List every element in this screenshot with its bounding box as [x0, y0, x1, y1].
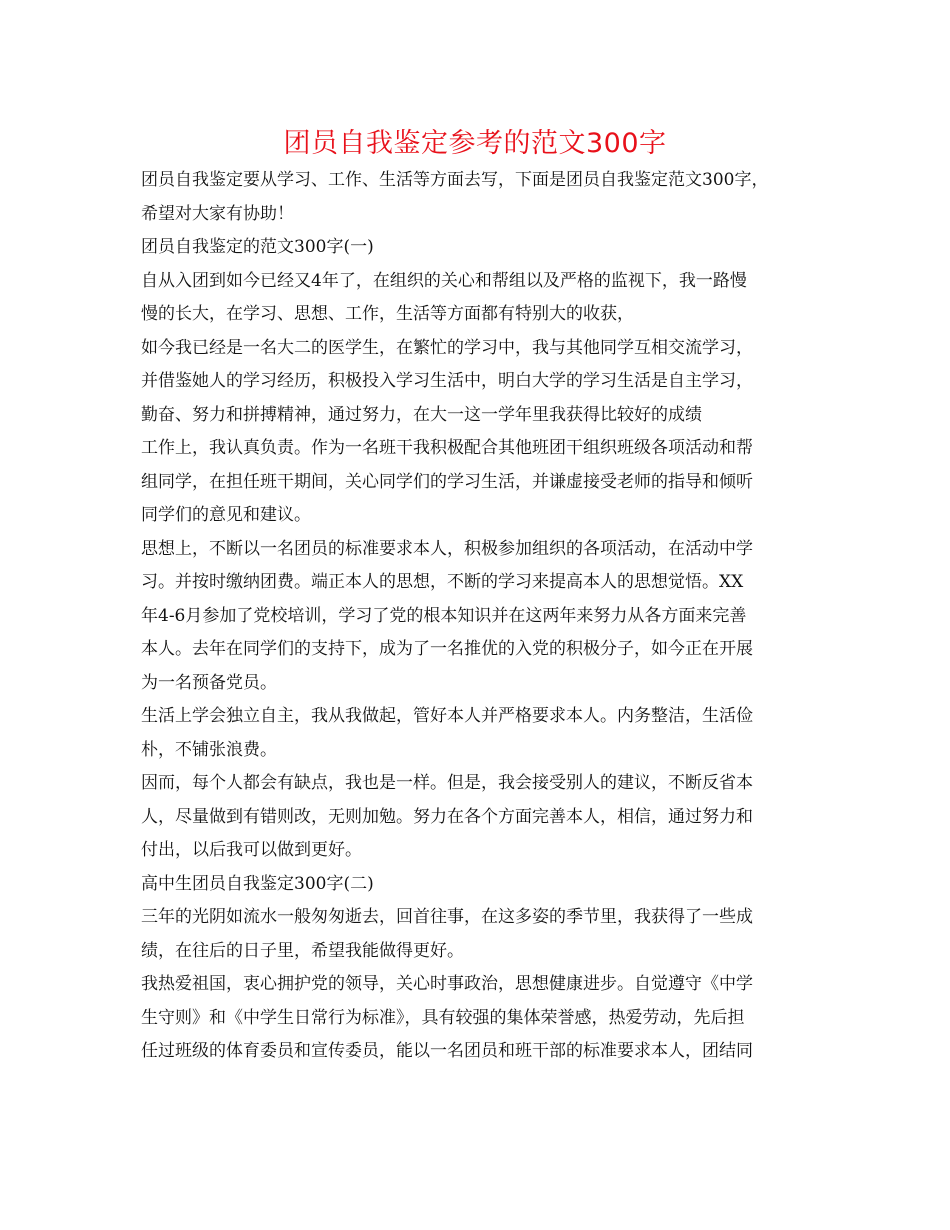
text-line: 付出，以后我可以做到更好。: [141, 840, 362, 860]
text-line: 希望对大家有协助！: [141, 203, 294, 224]
text-line: 我热爱祖国，衷心拥护党的领导，关心时事政治，思想健康进步。自觉遵守《中学: [141, 974, 753, 994]
text-line: 为一名预备党员。: [141, 672, 277, 693]
text-line: 高中生团员自我鉴定300字(二): [141, 873, 374, 894]
text-line: 勤奋、努力和拼搏精神，通过努力，在大一这一学年里我获得比较好的成绩: [141, 404, 702, 425]
text-line: 生守则》和《中学生日常行为标准》，具有较强的集体荣誉感，热爱劳动，先后担: [141, 1007, 745, 1028]
text-line: 绩，在往后的日子里，希望我能做得更好。: [141, 940, 464, 961]
text-line: 三年的光阴如流水一般匆匆逝去，回首往事，在这多姿的季节里，我获得了一些成: [141, 907, 753, 927]
text-line: 组同学，在担任班干期间，关心同学们的学习生活，并谦虚接受老师的指导和倾听: [141, 471, 753, 492]
text-line: 习。并按时缴纳团费。端正本人的思想，不断的学习来提高本人的思想觉悟。XX: [141, 572, 744, 592]
text-line: 团员自我鉴定的范文300字(一): [141, 237, 374, 257]
text-line: 自从入团到如今已经又4年了，在组织的关心和帮组以及严格的监视下，我一路慢: [141, 270, 747, 291]
text-line: 本人。去年在同学们的支持下，成为了一名推优的入党的积极分子，如今正在开展: [141, 639, 753, 659]
text-line: 思想上，不断以一名团员的标准要求本人，积极参加组织的各项活动，在活动中学: [141, 538, 753, 559]
text-line: 慢的长大，在学习、思想、工作，生活等方面都有特别大的收获，: [141, 304, 634, 324]
text-line: 人，尽量做到有错则改，无则加勉。努力在各个方面完善本人，相信，通过努力和: [141, 806, 753, 827]
text-line: 朴，不铺张浪费。: [141, 739, 277, 760]
text-line: 因而，每个人都会有缺点，我也是一样。但是，我会接受别人的建议，不断反省本: [141, 773, 753, 793]
text-line: 并借鉴她人的学习经历，积极投入学习生活中，明白大学的学习生活是自主学习，: [141, 371, 753, 391]
text-line: 如今我已经是一名大二的医学生，在繁忙的学习中，我与其他同学互相交流学习，: [141, 337, 753, 358]
text-line: 同学们的意见和建议。: [141, 505, 311, 525]
text-line: 工作上，我认真负责。作为一名班干我积极配合其他班团干组织班级各项活动和帮: [141, 438, 753, 458]
text-line: 生活上学会独立自主，我从我做起，管好本人并严格要求本人。内务整洁，生活俭: [141, 706, 753, 726]
text-line: 年4-6月参加了党校培训，学习了党的根本知识并在这两年来努力从各方面来完善: [141, 605, 747, 626]
text-line: 团员自我鉴定要从学习、工作、生活等方面去写，下面是团员自我鉴定范文300字，: [141, 170, 769, 190]
document-title: 团员自我鉴定参考的范文300字: [283, 128, 667, 159]
document-body: [141, 164, 821, 1069]
text-line: 任过班级的体育委员和宣传委员，能以一名团员和班干部的标准要求本人，团结同: [141, 1041, 753, 1061]
